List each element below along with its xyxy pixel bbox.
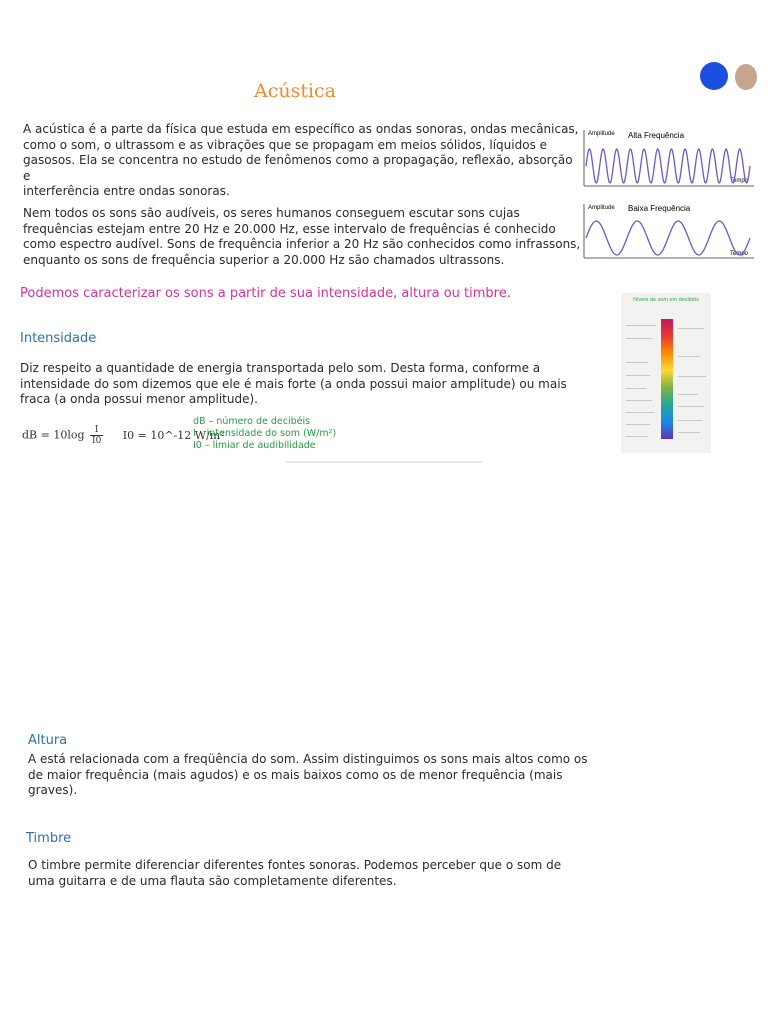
page-title: Acústica <box>253 80 337 102</box>
high-frequency-wave-figure <box>578 124 756 192</box>
scale-label-line <box>626 375 650 376</box>
ylabel: Amplitude <box>588 205 615 211</box>
audible-paragraph <box>23 206 583 268</box>
scale-label-line <box>678 356 700 357</box>
formula-numerator: I <box>90 425 103 436</box>
timbre-line: O timbre permite diferenciar diferentes fontes sonoras. Podemos perceber que o som de <box>28 858 562 872</box>
altura-line: A está relacionada com a freqüência do som. Assim distinguimos os sons mais altos como os <box>28 752 588 766</box>
intensidade-line: Diz respeito a quantidade de energia transportada pelo som. Desta forma, conforme a <box>20 361 541 375</box>
audible-line: Nem todos os sons são audíveis, os seres humanos conseguem escutar sons cujas <box>23 206 520 220</box>
scale-label-line <box>626 362 648 363</box>
heading-timbre: Timbre <box>26 831 72 846</box>
ylabel: Amplitude <box>588 131 615 137</box>
scale-label-line <box>626 325 656 326</box>
audible-line: enquanto os sons de frequência superior a 20.000 Hz são chamados ultrassons. <box>23 252 505 267</box>
intro-line: A acústica é a parte da física que estuda em específico as ondas sonoras, ondas mecânicas, <box>23 122 579 136</box>
scale-label-line <box>626 412 654 413</box>
intro-line: interferência entre ondas sonoras. <box>23 184 230 198</box>
scale-label-line <box>678 328 704 329</box>
divider <box>286 461 482 463</box>
decibel-color-scale <box>661 319 673 439</box>
intensidade-line: intensidade do som dizemos que ele é mais forte (a onda possui maior amplitude) ou mais <box>20 376 567 391</box>
altura-line: graves). <box>28 783 78 797</box>
scale-label-line <box>626 388 646 389</box>
formula-lhs: dB = 10log <box>22 428 85 442</box>
avatar[interactable] <box>735 64 757 90</box>
heading-altura: Altura <box>28 733 68 748</box>
intro-line: como o som, o ultrassom e as vibrações que se propagam em meios sólidos, líquidos e <box>23 137 548 152</box>
scale-label-line <box>678 420 702 421</box>
scale-label-line <box>626 338 652 339</box>
audible-line: frequências estejam entre 20 Hz e 20.000 Hz, esse intervalo de frequências é conhecido <box>23 221 556 236</box>
legend-line: I – intensidade do som (W/m²) <box>193 428 337 439</box>
xlabel: Tempo <box>730 251 749 257</box>
scale-label-line <box>678 406 704 407</box>
wave-line <box>586 149 750 183</box>
scale-label-line <box>678 394 698 395</box>
formula-legend <box>193 416 336 452</box>
altura-line: de maior frequência (mais agudos) e os mais baixos como os de menor frequência (mais <box>28 767 563 782</box>
scale-label-line <box>678 432 700 433</box>
altura-paragraph <box>28 752 598 799</box>
heading-intensidade: Intensidade <box>20 331 97 346</box>
legend-line: I0 – limiar de audibilidade <box>193 440 316 451</box>
intro-paragraph <box>23 122 583 200</box>
scale-label-line <box>626 436 648 437</box>
intro-line: gasosos. Ela se concentra no estudo de fenômenos como a propagação, reflexão, absorção e <box>23 153 573 183</box>
scale-label-line <box>626 400 652 401</box>
low-frequency-wave-figure <box>578 200 756 266</box>
audible-line: como espectro audível. Sons de frequência inferior a 20 Hz são conhecidos como infrassons, <box>23 237 581 251</box>
wave-title: Alta Frequência <box>628 131 685 140</box>
formula-reference: I0 = 10^-12 W/m² <box>122 428 225 442</box>
scale-label-line <box>626 424 650 425</box>
scale-label-line <box>678 376 706 377</box>
timbre-line: uma guitarra e de uma flauta são completamente diferentes. <box>28 873 397 888</box>
intensidade-line: fraca (a onda possui menor amplitude). <box>20 392 258 406</box>
intensidade-paragraph <box>20 361 580 408</box>
wave-title: Baixa Frequência <box>628 204 691 213</box>
legend-line: dB – número de decibéis <box>193 416 311 427</box>
decibel-panel-title: Níveis de som em decibéis <box>633 297 699 303</box>
timbre-paragraph <box>28 858 598 889</box>
wave-line <box>586 221 750 255</box>
highlight-sentence: Podemos caracterizar os sons a partir de sua intensidade, altura ou timbre. <box>20 286 511 301</box>
formula-denominator: I0 <box>92 436 102 446</box>
xlabel: Tempo <box>730 178 749 184</box>
blue-circle-icon[interactable] <box>700 62 728 90</box>
